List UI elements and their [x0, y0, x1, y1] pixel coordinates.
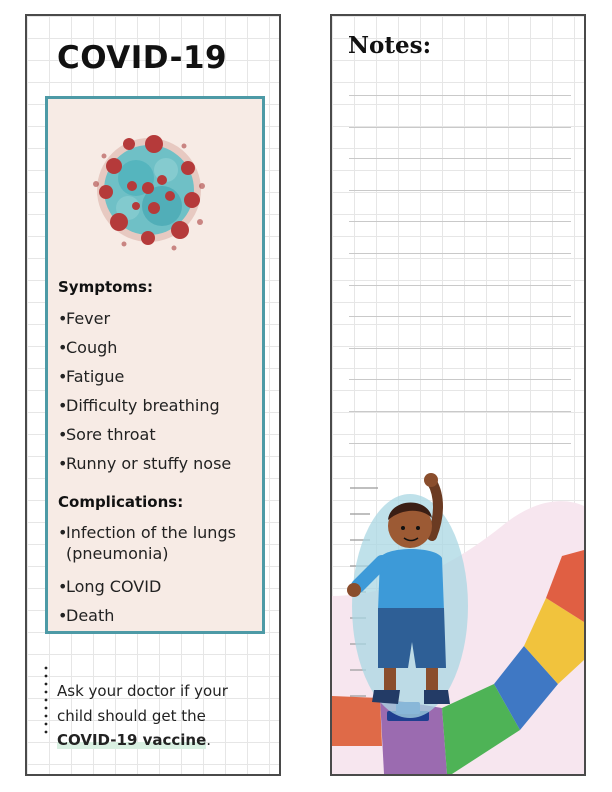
- list-item: •Cough: [58, 338, 118, 357]
- note-line: [349, 348, 571, 349]
- list-item: •Sore throat: [58, 425, 156, 444]
- list-item: •Fatigue: [58, 367, 125, 386]
- note-line: [349, 221, 571, 222]
- list-item: •Long COVID: [58, 577, 162, 596]
- covid-bookmark-card: [25, 14, 281, 776]
- list-item: •Death: [58, 606, 115, 625]
- list-item: •Fever: [58, 309, 111, 328]
- list-item: •Runny or stuffy nose: [58, 454, 232, 473]
- info-box: [45, 96, 265, 634]
- dotted-divider: [43, 666, 49, 746]
- card-title: COVID-19: [57, 40, 228, 76]
- note-line: [349, 443, 571, 444]
- note-line: [349, 95, 571, 96]
- rainbow-segment: [332, 696, 382, 746]
- note-line: [349, 285, 571, 286]
- note-line: [349, 158, 571, 159]
- note-line: [349, 253, 571, 254]
- symptoms-heading: Symptoms:: [58, 278, 153, 296]
- note-line: [349, 316, 571, 317]
- symptoms-list: [58, 304, 231, 478]
- list-item: •Infection of the lungs (pneumonia): [58, 523, 236, 563]
- note-line: [349, 379, 571, 380]
- note-line: [349, 127, 571, 128]
- complications-list: [58, 522, 236, 630]
- notes-card: [330, 14, 586, 776]
- vaccine-advice: Ask your doctor if your child should get the COVID-19 vaccine.: [57, 682, 228, 749]
- vaccine-emphasis: COVID-19 vaccine: [57, 731, 207, 749]
- child-rainbow-illustration: [332, 446, 584, 774]
- notes-title: Notes:: [348, 32, 432, 59]
- note-line: [349, 190, 571, 191]
- notes-lines: [349, 95, 571, 474]
- coronavirus-icon: [84, 126, 214, 256]
- list-item: •Difficulty breathing: [58, 396, 220, 415]
- note-line: [349, 411, 571, 412]
- complications-heading: Complications:: [58, 493, 184, 511]
